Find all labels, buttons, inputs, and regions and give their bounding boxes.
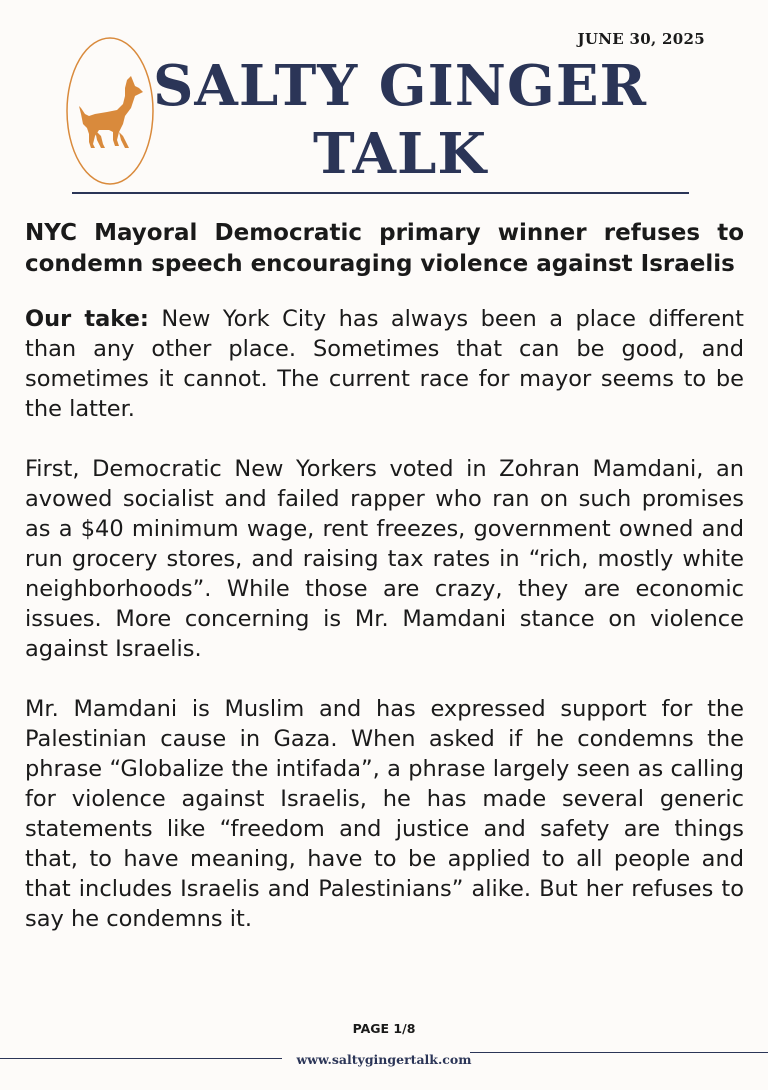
- article-headline: NYC Mayoral Democratic primary winner refuses to condemn speech encouraging violence against Israelis: [25, 220, 744, 277]
- header-divider: [72, 192, 689, 194]
- article-paragraph-3: Mr. Mamdani is Muslim and has expressed support for the Palestinian cause in Gaza. When asked if he condemns the phrase “Globalize the intifada”, a phrase largely seen as calling for violence against Israelis, he has made several generic statements like “freedom and justice and safety are things that, to have meaning, have to be applied to all people and that includes Israelis and Palestinians” alike. But her refuses to say he condemns it.: [25, 696, 744, 932]
- date-label: JUNE 30, 2025: [577, 30, 705, 48]
- our-take-label: Our take:: [25, 306, 149, 332]
- article-paragraph-2: First, Democratic New Yorkers voted in Zohran Mamdani, an avowed socialist and failed rapper who ran on such promises as a $40 minimum wage, rent freezes, government owned and run grocery stores, and raising tax rates in “rich, mostly white neighborhoods”. While those are crazy, they are economic issues. More concerning is Mr. Mamdani stance on violence against Israelis.: [25, 456, 744, 662]
- masthead-title-line2: TALK: [312, 121, 488, 187]
- paragraph-1-text: New York City has always been a place different than any other place. Sometimes that can be good, and sometimes it cannot. The current race for mayor seems to be the latter.: [25, 306, 744, 422]
- website-link[interactable]: www.saltygingertalk.com: [296, 1052, 472, 1067]
- article-body: [25, 218, 744, 964]
- dog-logo-icon: [65, 36, 155, 186]
- masthead-title-line1: SALTY GINGER: [152, 53, 648, 119]
- article-paragraph-1: [25, 304, 744, 424]
- page-number: PAGE 1/8: [352, 1021, 416, 1036]
